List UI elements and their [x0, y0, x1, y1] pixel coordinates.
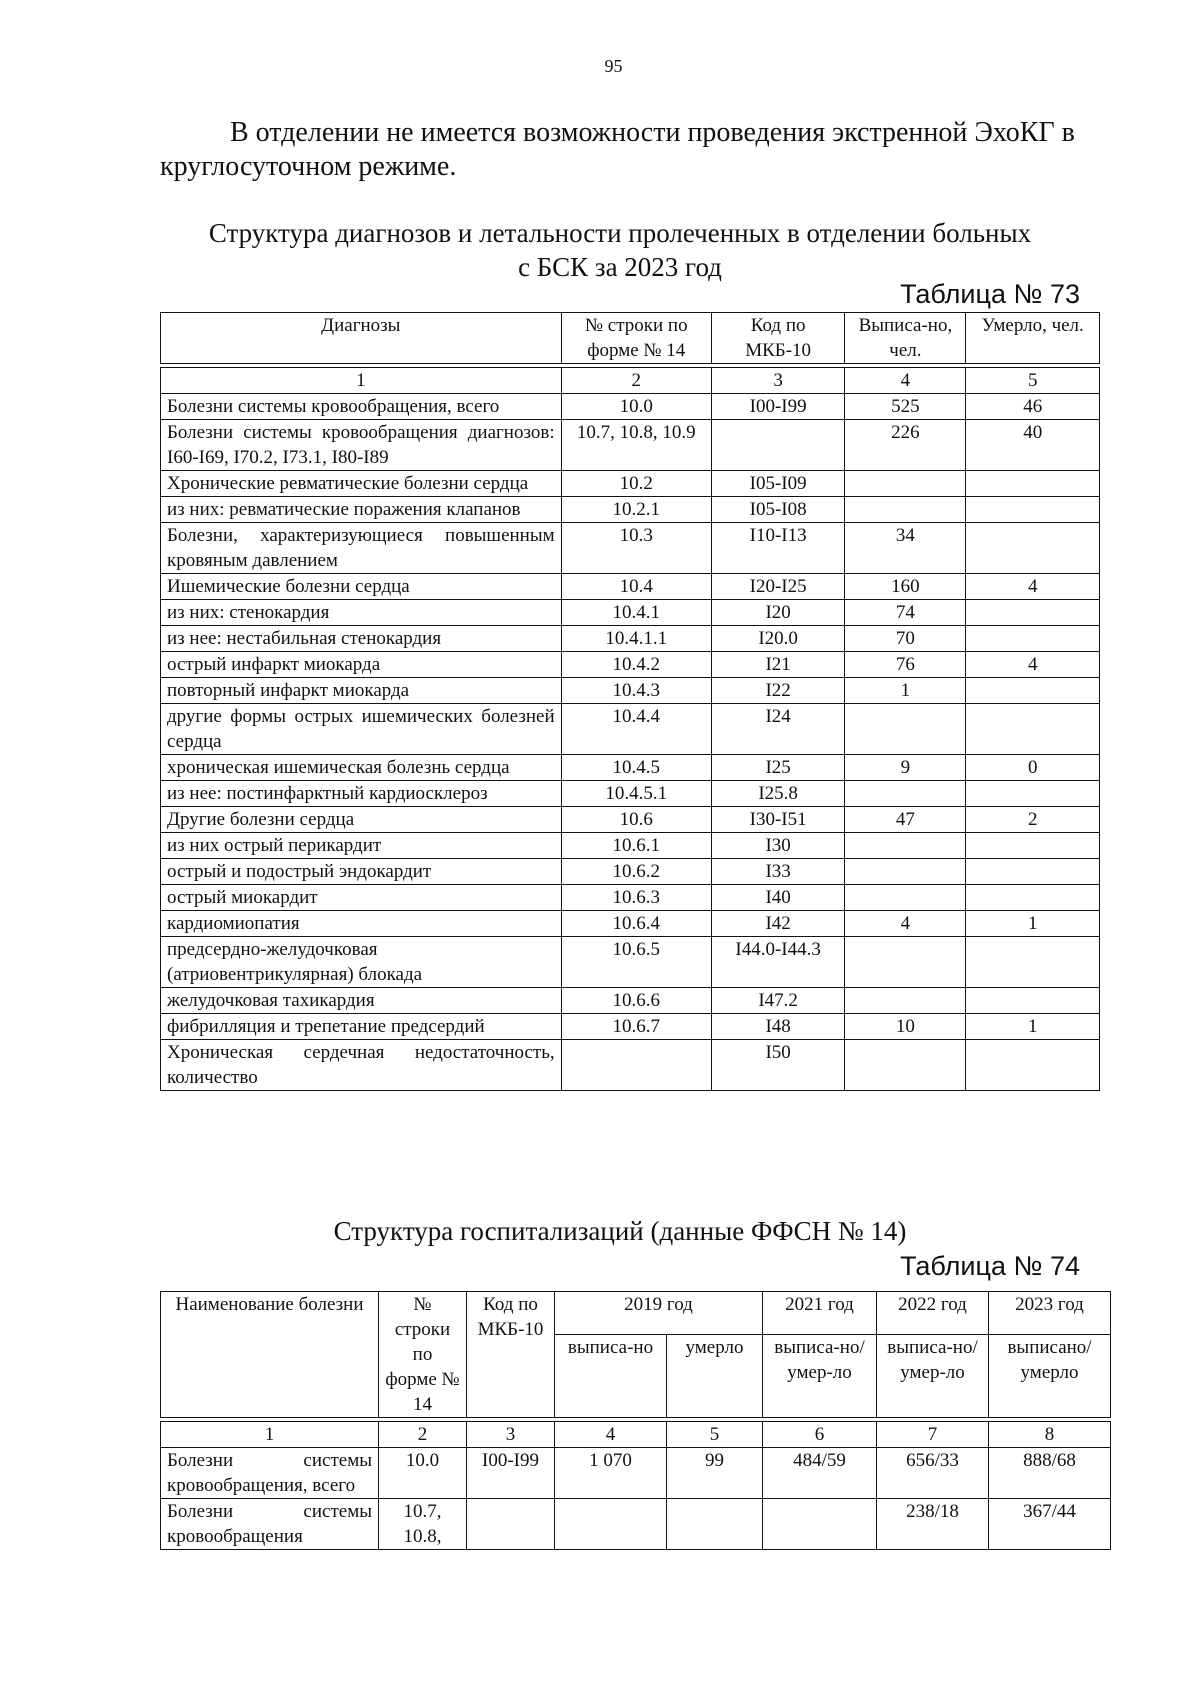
table-row — [161, 523, 1100, 574]
row-value-cell: 525 — [845, 394, 966, 420]
row-label-cell: Болезни, характеризующиеся повышенным кровяным давлением — [161, 523, 562, 574]
row-value-cell — [966, 497, 1100, 523]
row-value-cell — [845, 471, 966, 497]
table-row — [161, 807, 1100, 833]
row-value-cell — [845, 704, 966, 755]
row-label-cell: Ишемические болезни сердца — [161, 574, 562, 600]
row-value-cell: 10.7, 10.8, — [379, 1499, 467, 1550]
table-row — [161, 471, 1100, 497]
row-label-cell: Хроническая сердечная недостаточность, количество — [161, 1040, 562, 1091]
row-label-cell: из нее: нестабильная стенокардия — [161, 626, 562, 652]
table-row — [161, 859, 1100, 885]
row-value-cell: 46 — [966, 394, 1100, 420]
row-value-cell: 10.4.2 — [561, 652, 711, 678]
table-row — [161, 574, 1100, 600]
row-label-cell: острый и подострый эндокардит — [161, 859, 562, 885]
row-value-cell: 238/18 — [877, 1499, 989, 1550]
row-value-cell: I05-I08 — [711, 497, 845, 523]
table74-caption: Структура госпитализаций (данные ФФСН № 14) — [333, 1216, 907, 1246]
row-value-cell: I42 — [711, 911, 845, 937]
page-number: 95 — [604, 56, 623, 76]
row-value-cell: I44.0-I44.3 — [711, 937, 845, 988]
row-value-cell — [845, 497, 966, 523]
row-value-cell: 70 — [845, 626, 966, 652]
col-number: 3 — [467, 1422, 555, 1448]
row-value-cell: I25.8 — [711, 781, 845, 807]
intro-paragraph: В отделении не имеется возможности проведения экстренной ЭхоКГ в круглосуточном режиме. — [160, 117, 1075, 182]
row-value-cell: 10.6.7 — [561, 1014, 711, 1040]
row-value-cell: 4 — [966, 574, 1100, 600]
row-value-cell: I20-I25 — [711, 574, 845, 600]
row-label-cell: другие формы острых ишемических болезней сердца — [161, 704, 562, 755]
row-value-cell: 4 — [845, 911, 966, 937]
table-row — [161, 937, 1100, 988]
row-value-cell: 10.4.1.1 — [561, 626, 711, 652]
row-value-cell: 10 — [845, 1014, 966, 1040]
row-label-cell: Хронические ревматические болезни сердца — [161, 471, 562, 497]
row-value-cell: 1 — [966, 1014, 1100, 1040]
row-value-cell — [555, 1499, 667, 1550]
row-value-cell — [845, 859, 966, 885]
row-value-cell — [966, 937, 1100, 988]
row-value-cell: 10.4.1 — [561, 600, 711, 626]
col-number: 1 — [161, 368, 562, 394]
row-value-cell — [966, 885, 1100, 911]
row-value-cell: I21 — [711, 652, 845, 678]
header-2019-discharged: выписа-но — [555, 1334, 667, 1417]
row-label-cell: Болезни системы кровообращения, всего — [161, 394, 562, 420]
row-value-cell: 10.6.3 — [561, 885, 711, 911]
row-value-cell: 10.0 — [561, 394, 711, 420]
header-year-2022: 2022 год — [877, 1292, 989, 1335]
diagnoses-table — [160, 312, 1100, 1091]
col-number: 5 — [667, 1422, 763, 1448]
row-value-cell: 34 — [845, 523, 966, 574]
table73-caption — [160, 216, 1080, 284]
table-row — [161, 1448, 1111, 1499]
row-value-cell — [966, 704, 1100, 755]
row-value-cell — [845, 885, 966, 911]
row-label-cell: повторный инфаркт миокарда — [161, 678, 562, 704]
row-label-cell: из них: ревматические поражения клапанов — [161, 497, 562, 523]
row-value-cell — [467, 1499, 555, 1550]
row-value-cell — [966, 859, 1100, 885]
row-value-cell: 74 — [845, 600, 966, 626]
row-label-cell: предсердно-желудочковая (атриовентрикулярная) блокада — [161, 937, 562, 988]
row-label-cell: Болезни системы кровообращения диагнозов: I60-I69, I70.2, I73.1, I80-I89 — [161, 420, 562, 471]
row-value-cell: 10.4 — [561, 574, 711, 600]
table-row — [161, 678, 1100, 704]
row-value-cell: I24 — [711, 704, 845, 755]
row-value-cell — [845, 833, 966, 859]
row-value-cell: 10.4.3 — [561, 678, 711, 704]
header-2022-sub: выписа-но/умер-ло — [877, 1334, 989, 1417]
row-value-cell: 1 — [845, 678, 966, 704]
table74-label: Таблица № 74 — [900, 1251, 1080, 1281]
table-row — [161, 988, 1100, 1014]
row-label-cell: хроническая ишемическая болезнь сердца — [161, 755, 562, 781]
row-value-cell: 9 — [845, 755, 966, 781]
row-value-cell — [845, 781, 966, 807]
row-value-cell: 0 — [966, 755, 1100, 781]
row-value-cell: 10.6.2 — [561, 859, 711, 885]
header-disease-name: Наименование болезни — [161, 1292, 379, 1418]
row-value-cell: I00-I99 — [467, 1448, 555, 1499]
table-row — [161, 600, 1100, 626]
col-number: 2 — [379, 1422, 467, 1448]
col-number: 2 — [561, 368, 711, 394]
row-value-cell — [966, 471, 1100, 497]
col-number: 8 — [989, 1422, 1111, 1448]
row-value-cell: 4 — [966, 652, 1100, 678]
header-died: Умерло, чел. — [966, 313, 1100, 364]
row-value-cell: 10.4.5.1 — [561, 781, 711, 807]
col-number: 5 — [966, 368, 1100, 394]
row-value-cell — [845, 937, 966, 988]
row-value-cell: 10.7, 10.8, 10.9 — [561, 420, 711, 471]
row-label-cell: желудочковая тахикардия — [161, 988, 562, 1014]
row-value-cell: 10.6.1 — [561, 833, 711, 859]
header-diagnoses: Диагнозы — [161, 313, 562, 364]
table-row — [161, 626, 1100, 652]
row-value-cell: 10.3 — [561, 523, 711, 574]
row-value-cell: 10.6 — [561, 807, 711, 833]
row-label-cell: фибрилляция и трепетание предсердий — [161, 1014, 562, 1040]
row-value-cell — [845, 1040, 966, 1091]
row-value-cell: 160 — [845, 574, 966, 600]
row-value-cell — [966, 781, 1100, 807]
header-icd-code: Код по МКБ-10 — [711, 313, 845, 364]
table-row — [161, 394, 1100, 420]
row-value-cell: 1 — [966, 911, 1100, 937]
row-value-cell: I20.0 — [711, 626, 845, 652]
table-row — [161, 755, 1100, 781]
row-value-cell: 1 070 — [555, 1448, 667, 1499]
row-value-cell — [711, 420, 845, 471]
row-value-cell: I50 — [711, 1040, 845, 1091]
row-value-cell: I40 — [711, 885, 845, 911]
table73-label: Таблица № 73 — [900, 279, 1080, 309]
row-label-cell: кардиомиопатия — [161, 911, 562, 937]
row-label-cell: острый инфаркт миокарда — [161, 652, 562, 678]
row-value-cell: 888/68 — [989, 1448, 1111, 1499]
row-value-cell: 10.0 — [379, 1448, 467, 1499]
row-value-cell: 226 — [845, 420, 966, 471]
row-value-cell: 10.6.6 — [561, 988, 711, 1014]
row-value-cell: I48 — [711, 1014, 845, 1040]
row-value-cell: 47 — [845, 807, 966, 833]
row-value-cell: 484/59 — [763, 1448, 877, 1499]
header-2021-sub: выписа-но/умер-ло — [763, 1334, 877, 1417]
col-number: 1 — [161, 1422, 379, 1448]
table-row — [161, 704, 1100, 755]
table73-caption-line2: с БСК за 2023 год — [518, 252, 722, 282]
row-value-cell: 367/44 — [989, 1499, 1111, 1550]
table-row — [161, 420, 1100, 471]
row-value-cell: 2 — [966, 807, 1100, 833]
row-value-cell — [966, 1040, 1100, 1091]
row-value-cell: 10.2 — [561, 471, 711, 497]
header-2019-died: умерло — [667, 1334, 763, 1417]
row-value-cell: I33 — [711, 859, 845, 885]
row-value-cell — [966, 600, 1100, 626]
row-value-cell — [845, 988, 966, 1014]
row-value-cell: I20 — [711, 600, 845, 626]
header-year-2021: 2021 год — [763, 1292, 877, 1335]
col-number: 4 — [555, 1422, 667, 1448]
row-label-cell: острый миокардит — [161, 885, 562, 911]
header-year-2019: 2019 год — [555, 1292, 763, 1335]
table-row — [161, 911, 1100, 937]
header-row-number: № строки по форме № 14 — [561, 313, 711, 364]
row-value-cell: I47.2 — [711, 988, 845, 1014]
row-value-cell — [763, 1499, 877, 1550]
row-value-cell: 10.4.5 — [561, 755, 711, 781]
row-value-cell — [561, 1040, 711, 1091]
header-row-number: № строки по форме № 14 — [379, 1292, 467, 1418]
table-row — [161, 497, 1100, 523]
table-row — [161, 1040, 1100, 1091]
row-value-cell: I00-I99 — [711, 394, 845, 420]
table-row — [161, 1014, 1100, 1040]
header-year-2023: 2023 год — [989, 1292, 1111, 1335]
row-value-cell — [966, 833, 1100, 859]
row-value-cell: 10.4.4 — [561, 704, 711, 755]
header-icd-code: Код по МКБ-10 — [467, 1292, 555, 1418]
row-value-cell: 10.6.5 — [561, 937, 711, 988]
table-row — [161, 833, 1100, 859]
row-value-cell — [966, 988, 1100, 1014]
col-number: 6 — [763, 1422, 877, 1448]
table-row — [161, 652, 1100, 678]
row-label-cell: из нее: постинфарктный кардиосклероз — [161, 781, 562, 807]
row-label-cell: из них острый перикардит — [161, 833, 562, 859]
row-value-cell — [966, 626, 1100, 652]
row-label-cell: Болезни системы кровообращения — [161, 1499, 379, 1550]
row-value-cell — [966, 523, 1100, 574]
table-row — [161, 1499, 1111, 1550]
row-label-cell: Болезни системы кровообращения, всего — [161, 1448, 379, 1499]
hospitalization-table — [160, 1291, 1111, 1550]
row-label-cell: из них: стенокардия — [161, 600, 562, 626]
col-number: 4 — [845, 368, 966, 394]
table-row — [161, 885, 1100, 911]
row-value-cell: 99 — [667, 1448, 763, 1499]
row-label-cell: Другие болезни сердца — [161, 807, 562, 833]
col-number: 3 — [711, 368, 845, 394]
row-value-cell — [966, 678, 1100, 704]
header-2023-sub: выписано/ умерло — [989, 1334, 1111, 1417]
row-value-cell — [667, 1499, 763, 1550]
row-value-cell: I22 — [711, 678, 845, 704]
table73-caption-line1: Структура диагнозов и летальности пролеченных в отделении больных — [208, 218, 1032, 248]
row-value-cell: I10-I13 — [711, 523, 845, 574]
row-value-cell: 10.2.1 — [561, 497, 711, 523]
row-value-cell: 656/33 — [877, 1448, 989, 1499]
row-value-cell: I30-I51 — [711, 807, 845, 833]
row-value-cell: 40 — [966, 420, 1100, 471]
row-value-cell: 76 — [845, 652, 966, 678]
row-value-cell: I30 — [711, 833, 845, 859]
header-discharged: Выписа-но, чел. — [845, 313, 966, 364]
row-value-cell: 10.6.4 — [561, 911, 711, 937]
row-value-cell: I25 — [711, 755, 845, 781]
row-value-cell: I05-I09 — [711, 471, 845, 497]
col-number: 7 — [877, 1422, 989, 1448]
table-row — [161, 781, 1100, 807]
